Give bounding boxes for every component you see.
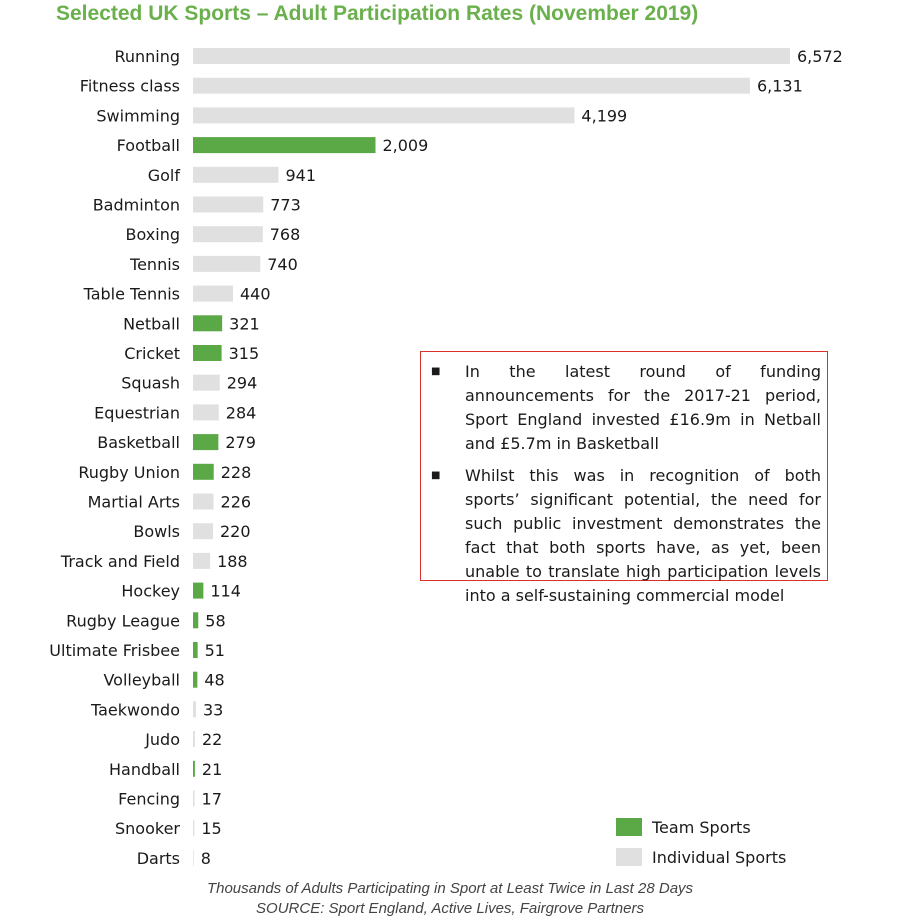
category-label: Darts <box>136 848 180 868</box>
square-bullet-icon: ■ <box>431 470 441 481</box>
bar-darts <box>193 850 194 866</box>
bar-taekwondo <box>193 701 196 717</box>
bar-judo <box>193 731 195 747</box>
commentary-text: In the latest round of funding announcements for the 2017-21 period, Sport England invested £16.9m in Netball and £5.7m in Basketball <box>465 362 821 453</box>
category-label: Table Tennis <box>83 284 180 304</box>
legend-label: Team Sports <box>652 817 751 837</box>
bar-rugby-league <box>193 612 198 628</box>
bar-volleyball <box>193 672 197 688</box>
category-label: Squash <box>121 373 180 393</box>
bar-cricket <box>193 345 222 361</box>
value-label: 6,572 <box>797 47 843 66</box>
value-label: 279 <box>225 433 256 453</box>
chart-footer <box>0 879 900 919</box>
category-label: Swimming <box>96 106 180 126</box>
bar-running <box>193 48 790 64</box>
value-label: 768 <box>269 225 301 245</box>
team-swatch-icon <box>616 818 642 836</box>
category-label: Fitness class <box>79 76 180 96</box>
value-label: 294 <box>226 373 258 393</box>
category-label: Taekwondo <box>91 700 180 720</box>
bar-tennis <box>193 256 260 272</box>
value-label: 21 <box>201 759 223 779</box>
legend-item-team <box>616 812 786 842</box>
bar-ultimate-frisbee <box>193 642 198 658</box>
value-label: 315 <box>228 344 260 363</box>
value-label: 188 <box>217 551 248 571</box>
bar-martial-arts <box>193 494 214 510</box>
value-label: 6,131 <box>756 76 803 96</box>
category-label: Fencing <box>118 789 180 809</box>
bar-equestrian <box>193 404 219 420</box>
bar-basketball <box>193 434 218 450</box>
bar-boxing <box>193 226 263 242</box>
value-label: 15 <box>201 819 222 839</box>
value-label: 22 <box>201 730 223 750</box>
value-label: 321 <box>229 314 260 334</box>
commentary-box <box>420 351 828 605</box>
source-note: SOURCE: Sport England, Active Lives, Fairgrove Partners <box>256 900 644 917</box>
value-label: 440 <box>239 284 271 304</box>
bar-football <box>193 137 375 153</box>
value-label: 773 <box>270 195 301 215</box>
square-bullet-icon: ■ <box>431 366 441 377</box>
bar-snooker <box>193 820 194 836</box>
value-label: 941 <box>285 165 317 185</box>
bar-rugby-union <box>193 464 214 480</box>
category-label: Tennis <box>130 254 180 274</box>
category-label: Basketball <box>97 433 180 453</box>
value-label: 284 <box>225 403 257 423</box>
commentary-text: Whilst this was in recognition of both sports’ significant potential, the need for such public investment demonstrates the fact that both sports have, as yet, been unable to translate high participation levels into a self-sustaining commercial model <box>465 466 821 605</box>
value-label: 2,009 <box>382 136 429 156</box>
axis-caption: Thousands of Adults Participating in Sport at Least Twice in Last 28 Days <box>206 880 694 897</box>
bar-swimming <box>193 107 574 123</box>
value-label: 4,199 <box>581 106 628 126</box>
value-label: 58 <box>205 611 226 631</box>
bar-fitness-class <box>193 78 750 94</box>
value-label: 33 <box>202 700 224 720</box>
value-label: 51 <box>204 641 225 660</box>
bar-squash <box>193 375 220 391</box>
category-label: Ultimate Frisbee <box>49 641 180 660</box>
value-label: 220 <box>219 522 251 542</box>
category-label: Judo <box>145 730 180 750</box>
value-label: 17 <box>201 789 222 809</box>
category-label: Rugby Union <box>78 462 180 482</box>
value-label: 226 <box>220 492 252 512</box>
category-label: Handball <box>109 759 180 779</box>
category-label: Track and Field <box>60 551 180 571</box>
legend-item-individual <box>616 842 786 872</box>
category-label: Martial Arts <box>87 492 180 512</box>
category-label: Cricket <box>124 344 180 363</box>
bar-fencing <box>193 791 195 807</box>
category-label: Rugby League <box>66 611 180 631</box>
commentary-bullet <box>427 464 821 608</box>
individual-swatch-icon <box>616 848 642 866</box>
bar-bowls <box>193 523 213 539</box>
category-label: Badminton <box>92 195 180 215</box>
bar-netball <box>193 315 222 331</box>
category-label: Bowls <box>133 522 180 542</box>
commentary-bullet <box>427 360 821 456</box>
category-label: Snooker <box>115 819 180 839</box>
value-label: 8 <box>200 848 211 868</box>
legend <box>616 812 786 872</box>
category-label: Running <box>114 47 180 66</box>
value-label: 114 <box>210 581 241 601</box>
bar-track-and-field <box>193 553 210 569</box>
value-label: 740 <box>267 254 298 274</box>
category-label: Boxing <box>125 225 180 245</box>
category-label: Hockey <box>121 581 180 601</box>
category-label: Volleyball <box>103 670 180 690</box>
legend-label: Individual Sports <box>652 847 787 867</box>
bar-golf <box>193 167 278 183</box>
category-label: Netball <box>123 314 180 334</box>
bar-badminton <box>193 197 263 213</box>
category-label: Equestrian <box>94 403 180 423</box>
category-label: Golf <box>147 165 180 185</box>
value-label: 48 <box>204 670 225 690</box>
chart-title: Selected UK Sports – Adult Participation Rates (November 2019) <box>56 2 699 25</box>
bar-table-tennis <box>193 286 233 302</box>
bar-handball <box>193 761 195 777</box>
value-label: 228 <box>220 462 252 482</box>
category-label: Football <box>116 136 180 156</box>
bar-hockey <box>193 583 203 599</box>
